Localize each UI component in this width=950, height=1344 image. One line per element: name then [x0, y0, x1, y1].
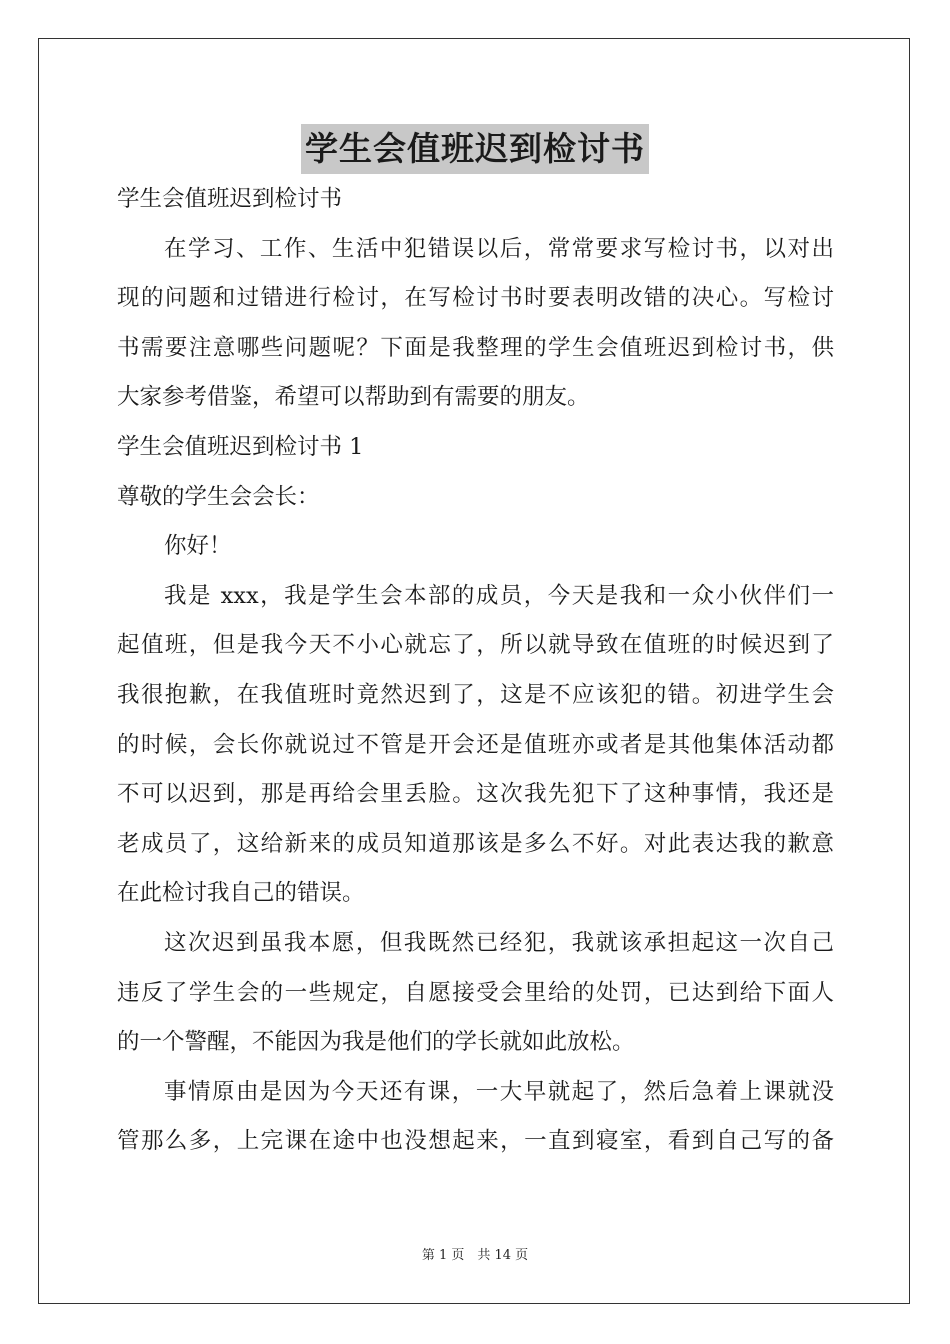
text-line: 不可以迟到，那是再给会里丢脸。这次我先犯下了这种事情，我还是: [117, 781, 834, 808]
text-line: 起值班，但是我今天不小心就忘了，所以就导致在值班的时候迟到了: [117, 632, 834, 659]
text-line: 老成员了，这给新来的成员知道那该是多么不好。对此表达我的歉意: [117, 830, 834, 857]
text-line: 的时候，会长你就说过不管是开会还是值班亦或者是其他集体活动都: [117, 731, 834, 758]
document-title: 学生会值班迟到检讨书: [301, 124, 649, 174]
page-number-footer: 第 1 页 共 14 页: [421, 1248, 529, 1263]
text-line: 事情原由是因为今天还有课，一大早就起了，然后急着上课就没: [164, 1078, 834, 1105]
text-line: 在此检讨我自己的错误。: [117, 880, 365, 907]
text-line: 这次迟到虽我本愿，但我既然已经犯，我就该承担起这一次自己: [164, 929, 834, 956]
text-line: 我是 xxx，我是学生会本部的成员，今天是我和一众小伙伴们一: [164, 582, 834, 609]
text-line: 在学习、工作、生活中犯错误以后，常常要求写检讨书，以对出: [164, 235, 834, 262]
text-line: 大家参考借鉴，希望可以帮助到有需要的朋友。: [117, 384, 590, 411]
text-line: 学生会值班迟到检讨书: [117, 186, 343, 212]
text-line: 书需要注意哪些问题呢？下面是我整理的学生会值班迟到检讨书，供: [117, 334, 834, 361]
text-line: 违反了学生会的一些规定，自愿接受会里给的处罚，已达到给下面人: [117, 979, 834, 1006]
text-line: 管那么多，上完课在途中也没想起来，一直到寝室，看到自己写的备: [117, 1128, 834, 1155]
text-line: 你好！: [164, 533, 232, 560]
text-line: 我很抱歉，在我值班时竟然迟到了，这是不应该犯的错。初进学生会: [117, 681, 834, 708]
text-line: 的一个警醒，不能因为我是他们的学长就如此放松。: [117, 1029, 635, 1056]
document-body: [117, 175, 834, 1167]
text-line: 学生会值班迟到检讨书 1: [117, 433, 364, 460]
text-line: 尊敬的学生会会长：: [117, 483, 320, 510]
text-line: 现的问题和过错进行检讨，在写检讨书时要表明改错的决心。写检讨: [117, 285, 834, 312]
title-area: [0, 124, 950, 174]
